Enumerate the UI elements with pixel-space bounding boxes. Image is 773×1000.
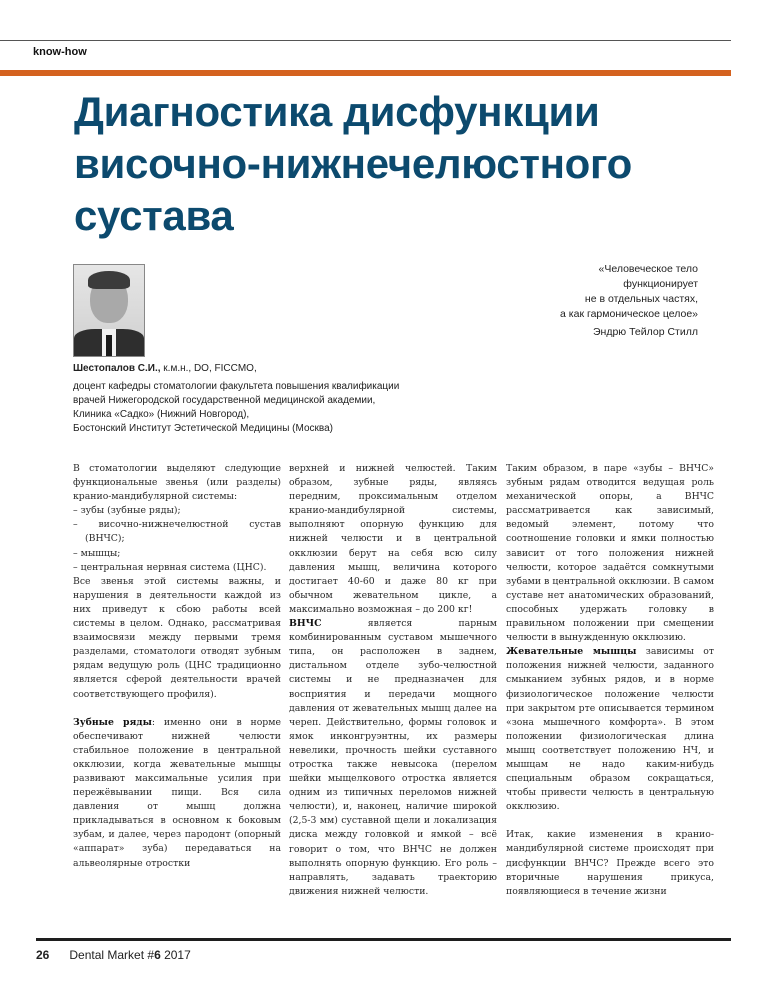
system-components-list bbox=[73, 504, 281, 574]
author-name-line bbox=[73, 362, 473, 376]
title-line-3: сустава bbox=[74, 192, 234, 239]
accent-bar bbox=[0, 70, 731, 76]
term-tmj: ВНЧС bbox=[289, 618, 322, 630]
quote-line: функционирует bbox=[623, 278, 698, 290]
list-item: – височно-нижнечелюстной сустав (ВНЧС); bbox=[73, 519, 281, 545]
term-teeth-rows: Зубные ряды bbox=[73, 716, 152, 728]
paragraph: Зубные ряды: именно они в норме обеспечивают нижней челюсти стабильное положение в центральной окклюзии, когда жевательные мышцы развивают максимальные усилия при пережёвывании пищи. Вся сила давления от мышц должна прикладываться в основном к боковым зубам, и далее, через пародонт (опорный «аппарат» зуба) передаваться на альвеолярные отростки bbox=[73, 716, 281, 869]
footer-rule bbox=[36, 938, 731, 941]
article-title bbox=[74, 86, 714, 242]
text-column-3 bbox=[506, 462, 714, 899]
photo-tie bbox=[106, 335, 112, 357]
author-affiliation: доцент кафедры стоматологии факультета повышения квалификации bbox=[73, 381, 400, 392]
author-name: Шестопалов С.И., bbox=[73, 363, 161, 374]
quote-line: а как гармоническое целое» bbox=[560, 308, 698, 320]
title-line-2: височно-нижнечелюстного bbox=[74, 140, 633, 187]
list-item: – мышцы; bbox=[73, 547, 121, 559]
paragraph: Таким образом, в паре «зубы – ВНЧС» зубным рядам отводится ведущая роль механической опоры, а ВНЧС рассматривается как зависимый, ведомый элемент, потому что соотношение головки и ямки полностью зависит от того положения нижней челюсти, которое задаётся сомкнутыми зубами в центральной окклюзии. В самом суставе нет анатомических образований, способных удержать головку в правильном положении при смещении челюсти в вынужденную окклюзию. bbox=[506, 463, 714, 644]
author-affiliation: Бостонский Институт Эстетической Медицины (Москва) bbox=[73, 423, 333, 434]
text-column-2 bbox=[289, 462, 497, 899]
quote-author: Эндрю Тейлор Стилл bbox=[593, 326, 698, 338]
issue-year: 2017 bbox=[160, 948, 191, 962]
page-number: 26 bbox=[36, 948, 50, 962]
issue-number: 6 bbox=[154, 948, 161, 962]
text-column-1 bbox=[73, 462, 281, 871]
paragraph: В стоматологии выделяют следующие функциональные звенья (или разделы) кранио-мандибулярной системы: bbox=[73, 463, 281, 503]
section-label: know-how bbox=[33, 46, 87, 58]
photo-hair bbox=[88, 271, 130, 289]
page-footer bbox=[36, 948, 191, 962]
paragraph: Все звенья этой системы важны, и нарушения в деятельности каждой из них приведут к сбою работы всей системы в целом. Однако, рассматривая взаимосвязи между первыми тремя разделами, стоматологи отводят зубным рядам ведущую роль (ЦНС традиционно является сферой деятельности врачей соответствующего профиля). bbox=[73, 575, 281, 700]
paragraph: ВНЧС является парным комбинированным суставом мышечного типа, он расположен в заднем, дистальном отделе зубо-челюстной системы и не предназначен для восприятия и передачи мощного давления от жевательных мышц далее на череп. Действительно, формы головок и ямок инконгруэнтны, их размеры невелики, прочность шейки суставного отростка также невысока (перелом шейки мыщелкового отростка является одним из типичных переломов нижней челюсти), и, наконец, наличие широкой (2,5-3 мм) суставной щели и локализация диска между головкой и ямкой – всё говорит о том, что ВНЧС не должен выполнять опорную функцию. Его роль – направлять, задавать траекторию движения нижней челюсти. bbox=[289, 618, 497, 897]
author-info bbox=[73, 362, 473, 436]
epigraph-quote bbox=[480, 262, 698, 340]
quote-line: не в отдельных частях, bbox=[584, 293, 698, 305]
title-line-1: Диагностика дисфункции bbox=[74, 88, 600, 135]
magazine-name: Dental Market # bbox=[69, 948, 155, 962]
term-masticatory-muscles: Жевательные мышцы bbox=[506, 646, 637, 658]
list-item: – зубы (зубные ряды); bbox=[73, 505, 181, 517]
author-affiliation: врачей Нижегородской государственной медицинской академии, bbox=[73, 395, 376, 406]
paragraph: верхней и нижней челюстей. Таким образом, зубные ряды, являясь передним, проксимальным отделом кранио-мандибулярной системы, выполняют опорную функцию для нижней челюсти и в центральной окклюзии берут на себя всю силу давления мышц, величина которого достигает 40-60 и даже 80 кг при обычном жевательном цикле, а максимально возможная – до 200 кг! bbox=[289, 463, 497, 615]
paragraph: Жевательные мышцы зависимы от положения нижней челюсти, заданного смыканием зубных рядов, и в норме физиологическое положение челюсти при закрытом рте описывается термином «зона мышечного комфорта». В этом положении физиологическая длина мышц соответствует положению НЧ, и мышцам не надо каким-нибудь специальным образом сокращаться, чтобы привести челюсть в центральную окклюзию. bbox=[506, 646, 714, 813]
author-credentials: к.м.н., DO, FICCMO, bbox=[160, 363, 257, 374]
author-affiliation: Клиника «Садко» (Нижний Новгород), bbox=[73, 409, 250, 420]
author-photo bbox=[73, 264, 145, 357]
list-item: – центральная нервная система (ЦНС). bbox=[73, 561, 267, 573]
paragraph: Итак, какие изменения в кранио-мандибулярной системе происходят при дисфункции ВНЧС? Прежде всего это вторичные нарушения прикуса, появляющиеся в течение жизни bbox=[506, 829, 714, 897]
quote-line: «Человеческое тело bbox=[598, 263, 698, 275]
top-rule bbox=[0, 40, 731, 41]
